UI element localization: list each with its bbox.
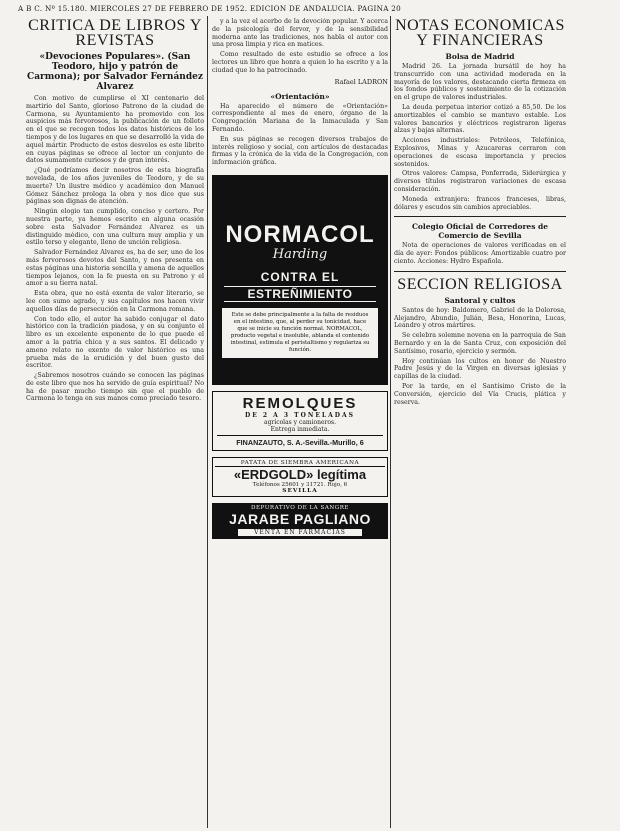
paragraph: Moneda extranjera: francos franceses, libras, dólares y escudos sin cambios apreciables. (394, 195, 566, 211)
paragraph: Ningún elogio tan cumplido, conciso y certero. Por nuestra parte, ya hemos escrito en alguna ocasión sobre esta Salvador Fernández Alvarez es un distinguido médico, con una cultura muy amplia y un estilo terso y elegante, lleno de unción religiosa. (26, 208, 204, 247)
paragraph: Como resultado de este estudio se ofrece a los lectores un libro que honra a quien lo ha escrito y a la ciudad que lo ha patrocinado. (212, 51, 388, 74)
paragraph: ¿Sabremos nosotros cuándo se conocen las páginas de este libro que nos ha servido de guía espiritual? No ha de pasar mucho tiempo sin que el pueblo de Carmona lo tenga en sus manos como preciado tesoro. (26, 372, 204, 403)
divider (394, 271, 566, 272)
ad-name: «ERDGOLD» legítima (233, 466, 367, 482)
paragraph: La deuda perpetua interior cotizó a 85,50. De los amortizables el cambio se mantuvo estable. Los valores bancarios y eléctricos registraron ligeras alzas y bajas alternas. (394, 103, 566, 135)
article-title: «Devociones Populares». (San Teodoro, hijo y patrón de Carmona); por Salvador Fernández Alvarez (27, 52, 203, 92)
ad-phone: Teléfonos 25601 y 31721. Rojo, 6 (252, 481, 348, 488)
ad-brand: NORMACOL (225, 220, 375, 248)
ad-headline: CONTRA EL (260, 269, 340, 284)
article-title: Colegio Oficial de Corredores de Comercio de Sevilla (411, 222, 549, 241)
ad-name: JARABE PAGLIANO (229, 510, 371, 527)
ad-top: DEPURATIVO DE LA SANGRE (250, 504, 350, 511)
paragraph: ¿Qué podríamos decir nosotros de esta biografía novelada, de los años juveniles de Teodoro, y de su muerte? Un ilustre médico y académico don Manuel Gómez Sánchez prologa la obra y nos dice que sus páginas son dignas de atención. (26, 167, 204, 206)
paragraph: Se celebra solemne novena en la parroquia de San Bernardo y en la de Santa Cruz, con exposición del Santísimo, rosario, ejercicio y sermón. (394, 332, 566, 355)
section-title: SECCION RELIGIOSA (397, 275, 563, 293)
paragraph: Madrid 26. La jornada bursátil de hoy ha transcurrido con una actividad moderada en la mayoría de los valores, destacando cierta firmeza en los fondos públicos y sostenimiento de la cotización en el grupo de valores industriales. (394, 63, 566, 102)
section-title: NOTAS ECONOMICAS Y FINANCIERAS (395, 18, 565, 49)
column-2 (212, 18, 388, 830)
ad-script: Harding (272, 246, 328, 262)
paragraph: Salvador Fernández Alvarez es, ha de ser, uno de los más fervorosos devotos del Santo, y nos presenta en estas páginas una historia sencilla y amena de aquellos tiempos lejanos, con la fe puesta en su Patrono y el amor a su tierra natal. (26, 249, 204, 288)
advertisement-normacol (212, 175, 388, 385)
paragraph: Otros valores: Campsa, Ponferrada, Siderúrgica y diversos títulos registraron variaciones de escasa consideración. (394, 170, 566, 193)
ad-top: PATATA DE SIEMBRA AMERICANA (215, 460, 385, 467)
ad-body: Este se debe principalmente a la falta de residuos en el intestino, que, al perder su tonicidad, hace que se inicie su función normal. NORMACOL, producto vegetal e insoluble, ablanda el contenido intestinal, estimula el peristaltismo y regulariza su función. (222, 308, 378, 358)
ad-firm: FINANZAUTO, S. A.-Sevilla.-Murillo, 6 (217, 435, 383, 447)
article-title: Santoral y cultos (444, 295, 516, 305)
section-title: CRITICA DE LIBROS Y REVISTAS (28, 18, 202, 49)
paragraph: y a la vez el acerbo de la devoción popular. Y acerca de la psicología del fervor, y de la sensibilidad moderna ante las tradiciones, nos habla el autor con una prosa limpia y rica en matices. (212, 18, 388, 49)
article-title: Bolsa de Madrid (445, 52, 515, 61)
column-divider (390, 16, 391, 828)
advertisement-jarabe (212, 503, 388, 539)
paragraph: Santos de hoy: Baldomero, Gabriel de la Dolorosa, Alejandro, Abundio, Julián, Besa, Honorina, Lucas, Leandro y otros mártires. (394, 306, 566, 330)
advertisement-erdgold (212, 457, 388, 497)
paragraph: Por la tarde, en el Santísimo Cristo de la Conversión, ejercicio del Vía Crucis, plática y reserva. (394, 382, 566, 406)
column-divider (207, 16, 208, 828)
ad-footer: VENTA EN FARMACIAS (238, 529, 362, 536)
paragraph: Ha aparecido el número de «Orientación» correspondiente al mes de enero, órgano de la Congregación Mariana de la Inmaculada y San Fernando. (212, 102, 388, 133)
column-1 (26, 18, 204, 830)
page-header: A B C. Nº 15.180. MIERCOLES 27 DE FEBRERO DE 1952. EDICION DE ANDALUCIA. PAGINA 20 (18, 4, 402, 13)
ad-city: SEVILLA (282, 487, 318, 494)
advertisement-remolques (212, 391, 388, 451)
paragraph: Esta obra, que no está exenta de valor literario, se lee con sumo agrado, y sus capítulos nos hacen vivir aquellos días de persecución en la Carmona romana. (26, 290, 204, 313)
signature: Rafael LADRON (334, 77, 388, 86)
article-title: «Orientación» (270, 91, 330, 101)
paragraph: En sus páginas se recogen diversos trabajos de interés religioso y social, con artículos de destacadas firmas y la crónica de la vida de la Congregación, con información gráfica. (212, 135, 388, 167)
ad-desc: agrícolas y camioneros. (264, 418, 336, 426)
divider (394, 216, 566, 217)
paragraph: Hoy continúan los cultos en honor de Nuestro Padre Jesús y de la Virgen en diversas iglesias y capillas de la ciudad. (394, 357, 566, 381)
column-3 (394, 18, 566, 830)
ad-title: REMOLQUES (242, 394, 358, 412)
paragraph: Con motivo de cumplirse el XI centenario del martirio del Santo, glorioso Patrono de la ciudad de Carmona, su Ayuntamiento ha promovido con los auspicios más fervorosos, la publicación de un folleto en el que se recogen todos los datos históricos de los tiempos y de los lugares en que se desarrolló la vida de aquel mártir. Producto de estos desvelos es este librito en cuyas páginas se ofrece al lector un conjunto de datos sumamente curiosos y de gran interés. (26, 95, 204, 165)
paragraph: Con todo ello, el autor ha sabido conjugar el dato histórico con la tradición piadosa, y en su conjunto el libro es un excelente exponente de lo que puede el amor a la patria chica y a sus santos. El delicado y ameno relato no exento de valor histórico es una prueba más de la erudición y del buen gusto del escritor. (26, 315, 204, 370)
paragraph: Acciones industriales: Petróleos, Telefónica, Explosivos, Minas y Azucareras cerraron con operaciones de escasa importancia y precios sostenidos. (394, 137, 566, 168)
paragraph: Nota de operaciones de valores verificadas en el día de ayer: Fondos públicos: Amortizable cuatro por ciento. Acciones: Hydro Española. (394, 242, 566, 265)
ad-headline: ESTREÑIMIENTO (224, 286, 376, 302)
ad-desc: Entrega inmediata. (270, 425, 330, 433)
ad-sub: DE 2 A 3 TONELADAS (245, 411, 355, 419)
